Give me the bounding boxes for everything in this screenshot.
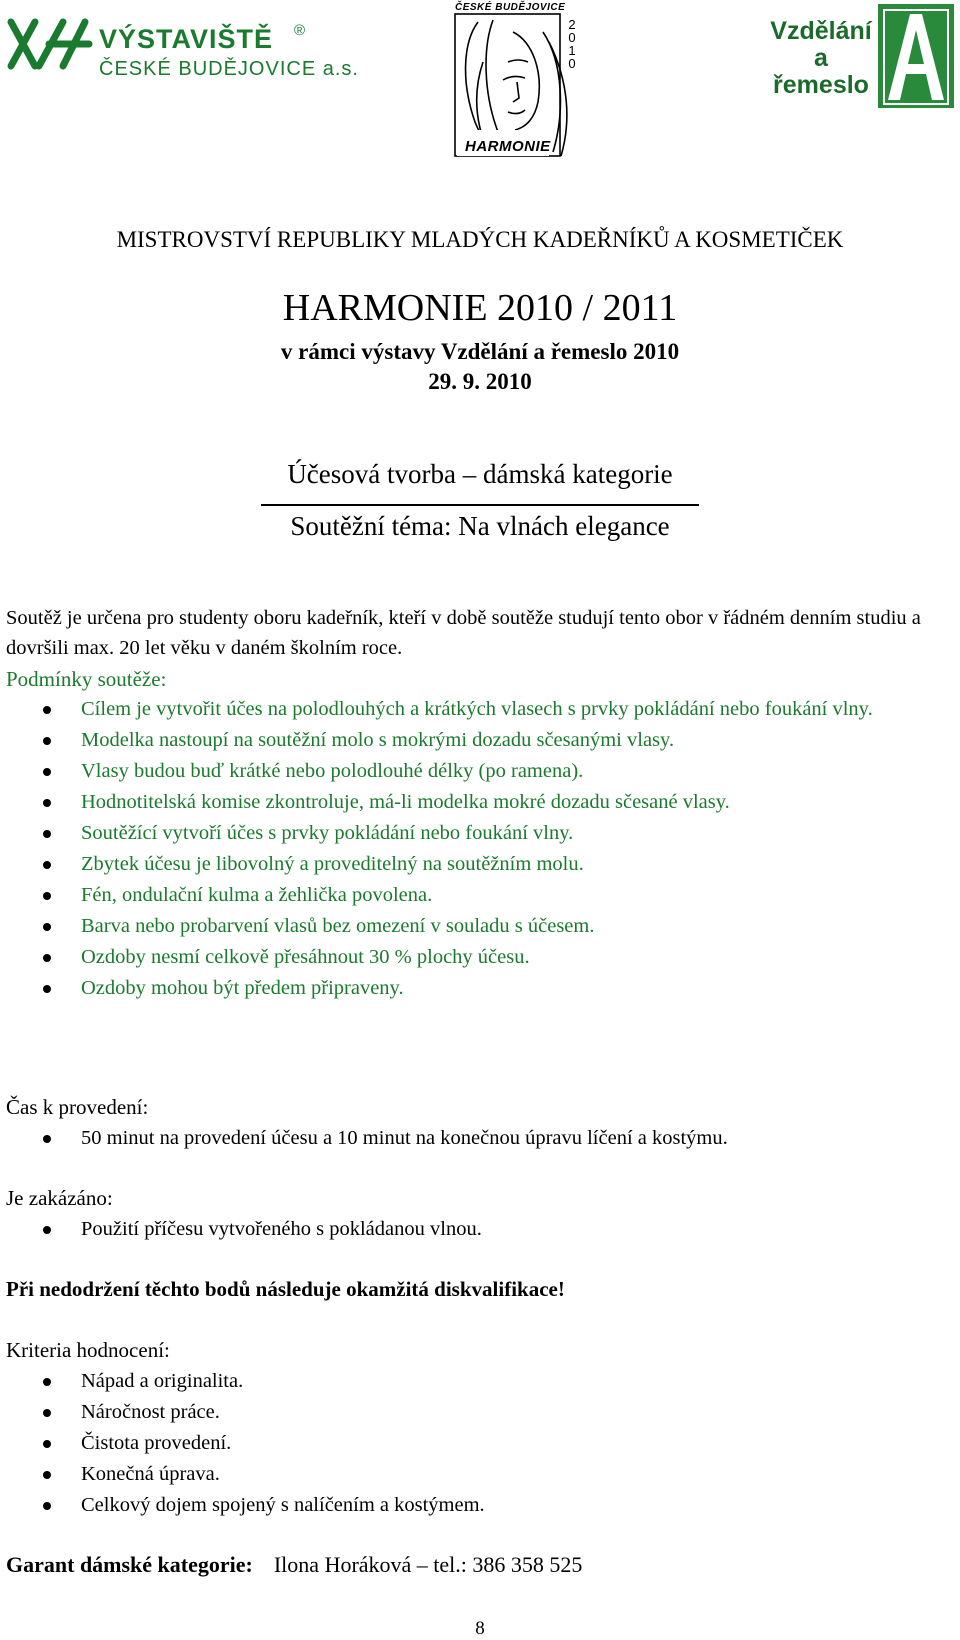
list-item: Cílem je vytvořit účes na polodlouhých a krátkých vlasech s prvky pokládání nebo foukání vlny. xyxy=(6,694,946,725)
vystaviste-subname: ČESKÉ BUDĚJOVICE a.s. xyxy=(99,58,359,80)
list-item: Soutěžící vytvoří účes s prvky pokládání nebo foukání vlny. xyxy=(6,818,946,849)
harmonie-logo xyxy=(453,2,583,164)
guarantor-line xyxy=(6,1550,946,1580)
competition-theme: Soutěžní téma: Na vlnách elegance xyxy=(290,511,670,541)
vystaviste-emblem-icon xyxy=(5,14,93,74)
list-item: Náročnost práce. xyxy=(6,1397,946,1428)
vzdelani-logo-text: Vzdělání a řemeslo xyxy=(770,17,872,99)
event-name: HARMONIE 2010 / 2011 xyxy=(282,287,678,329)
time-heading: Čas k provedení: xyxy=(6,1095,149,1119)
list-item: Použití příčesu vytvořeného s pokládanou vlnou. xyxy=(6,1214,946,1245)
event-title: MISTROVSTVÍ REPUBLIKY MLADÝCH KADEŘNÍKŮ A KOSMETIČEK xyxy=(116,227,844,252)
registered-mark: ® xyxy=(294,22,306,39)
forbidden-heading: Je zakázáno: xyxy=(6,1186,113,1210)
page-header xyxy=(0,0,960,175)
list-item: Konečná úprava. xyxy=(6,1459,946,1490)
criteria-list xyxy=(6,1366,946,1521)
letter-a-icon xyxy=(878,4,954,108)
event-date: 29. 9. 2010 xyxy=(428,369,532,394)
list-item: Fén, ondulační kulma a žehlička povolena. xyxy=(6,880,946,911)
vystaviste-name: VÝSTAVIŠTĚ xyxy=(99,24,274,54)
list-item: Barva nebo probarvení vlasů bez omezení v souladu s účesem. xyxy=(6,911,946,942)
forbidden-list xyxy=(6,1214,946,1245)
vzdelani-a-remeslo-logo xyxy=(766,4,956,110)
list-item: 50 minut na provedení účesu a 10 minut na konečnou úpravu líčení a kostýmu. xyxy=(6,1123,946,1154)
list-item: Vlasy budou buď krátké nebo polodlouhé délky (po ramena). xyxy=(6,756,946,787)
category-title: Účesová tvorba – dámská kategorie xyxy=(287,459,673,489)
time-list xyxy=(6,1123,946,1154)
harmonie-logo-city: ČESKÉ BUDĚJOVICE xyxy=(455,2,566,13)
vystaviste-logo xyxy=(5,14,359,80)
intro-paragraph: Soutěž je určena pro studenty oboru kadeřník, kteří v době soutěže studují tento obor v řádném denním studiu a dovršili max. 20 let věku v daném školním roce. xyxy=(6,607,921,659)
page-number: 8 xyxy=(475,1618,485,1639)
title-underline xyxy=(261,504,699,506)
list-item: Zbytek účesu je libovolný a proveditelný na soutěžním molu. xyxy=(6,849,946,880)
vzdelani-logo-box xyxy=(878,4,954,108)
conditions-heading: Podmínky soutěže: xyxy=(6,667,167,691)
event-context: v rámci výstavy Vzdělání a řemeslo 2010 xyxy=(280,339,680,364)
list-item: Hodnotitelská komise zkontroluje, má-li modelka mokré dozadu sčesané vlasy. xyxy=(6,787,946,818)
list-item: Čistota provedení. xyxy=(6,1428,946,1459)
list-item: Ozdoby mohou být předem připraveny. xyxy=(6,973,946,1004)
list-item: Modelka nastoupí na soutěžní molo s mokrými dozadu sčesanými vlasy. xyxy=(6,725,946,756)
list-item: Celkový dojem spojený s nalíčením a kostýmem. xyxy=(6,1490,946,1521)
conditions-list xyxy=(6,694,946,1004)
list-item: Nápad a originalita. xyxy=(6,1366,946,1397)
disqualification-notice: Při nedodržení těchto bodů následuje okamžitá diskvalifikace! xyxy=(6,1277,565,1301)
harmonie-logo-year: 2010 xyxy=(568,17,576,71)
guarantor-label: Garant dámské kategorie: xyxy=(6,1552,253,1577)
harmonie-logo-name: HARMONIE xyxy=(465,138,551,155)
criteria-heading: Kriteria hodnocení: xyxy=(6,1338,170,1362)
list-item: Ozdoby nesmí celkově přesáhnout 30 % plochy účesu. xyxy=(6,942,946,973)
guarantor-contact: Ilona Horáková – tel.: 386 358 525 xyxy=(273,1552,583,1577)
